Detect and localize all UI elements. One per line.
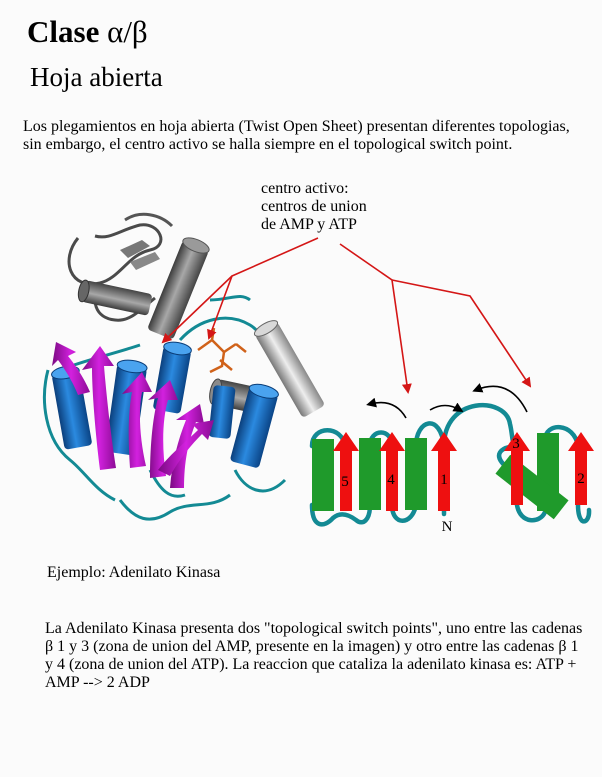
page-title: Clase α/β <box>27 14 148 49</box>
intro-paragraph: Los plegamientos en hoja abierta (Twist Open Sheet) presentan diferentes topologias, sin embargo, el centro activo se halla siempre en el topological switch point. <box>23 118 570 153</box>
strand-label-3: 3 <box>512 436 520 452</box>
strand-label-2: 2 <box>577 471 585 487</box>
page-subtitle: Hoja abierta <box>30 62 163 92</box>
topo-strand-5 <box>333 432 359 511</box>
strand-label-1: 1 <box>440 472 448 488</box>
protein-structure-illustration <box>44 214 325 519</box>
active-site-label: centro activo: centros de union de AMP y ATP <box>261 180 367 233</box>
description-paragraph: La Adenilato Kinasa presenta dos "topological switch points", uno entre las cadenas β 1 y 3 (zona de union del AMP, presente en la imagen) y otro entre las cadenas β 1 y 4 (zona de union del ATP). La reaccion que cataliza la adenilato kinasa es: ATP + AMP --> 2 ADP <box>45 620 583 691</box>
topo-helix-b <box>359 438 381 510</box>
strand-label-4: 4 <box>387 472 395 488</box>
example-caption: Ejemplo: Adenilato Kinasa <box>47 564 221 581</box>
direction-arrow-2 <box>430 406 460 411</box>
topo-helix-c <box>405 438 427 510</box>
direction-arrow-1 <box>370 403 406 418</box>
topo-helix-a <box>312 439 334 511</box>
n-terminus-label: N <box>441 519 453 535</box>
topology-diagram <box>312 386 594 535</box>
topo-strand-2 <box>568 432 594 505</box>
strand-label-5: 5 <box>341 474 349 490</box>
